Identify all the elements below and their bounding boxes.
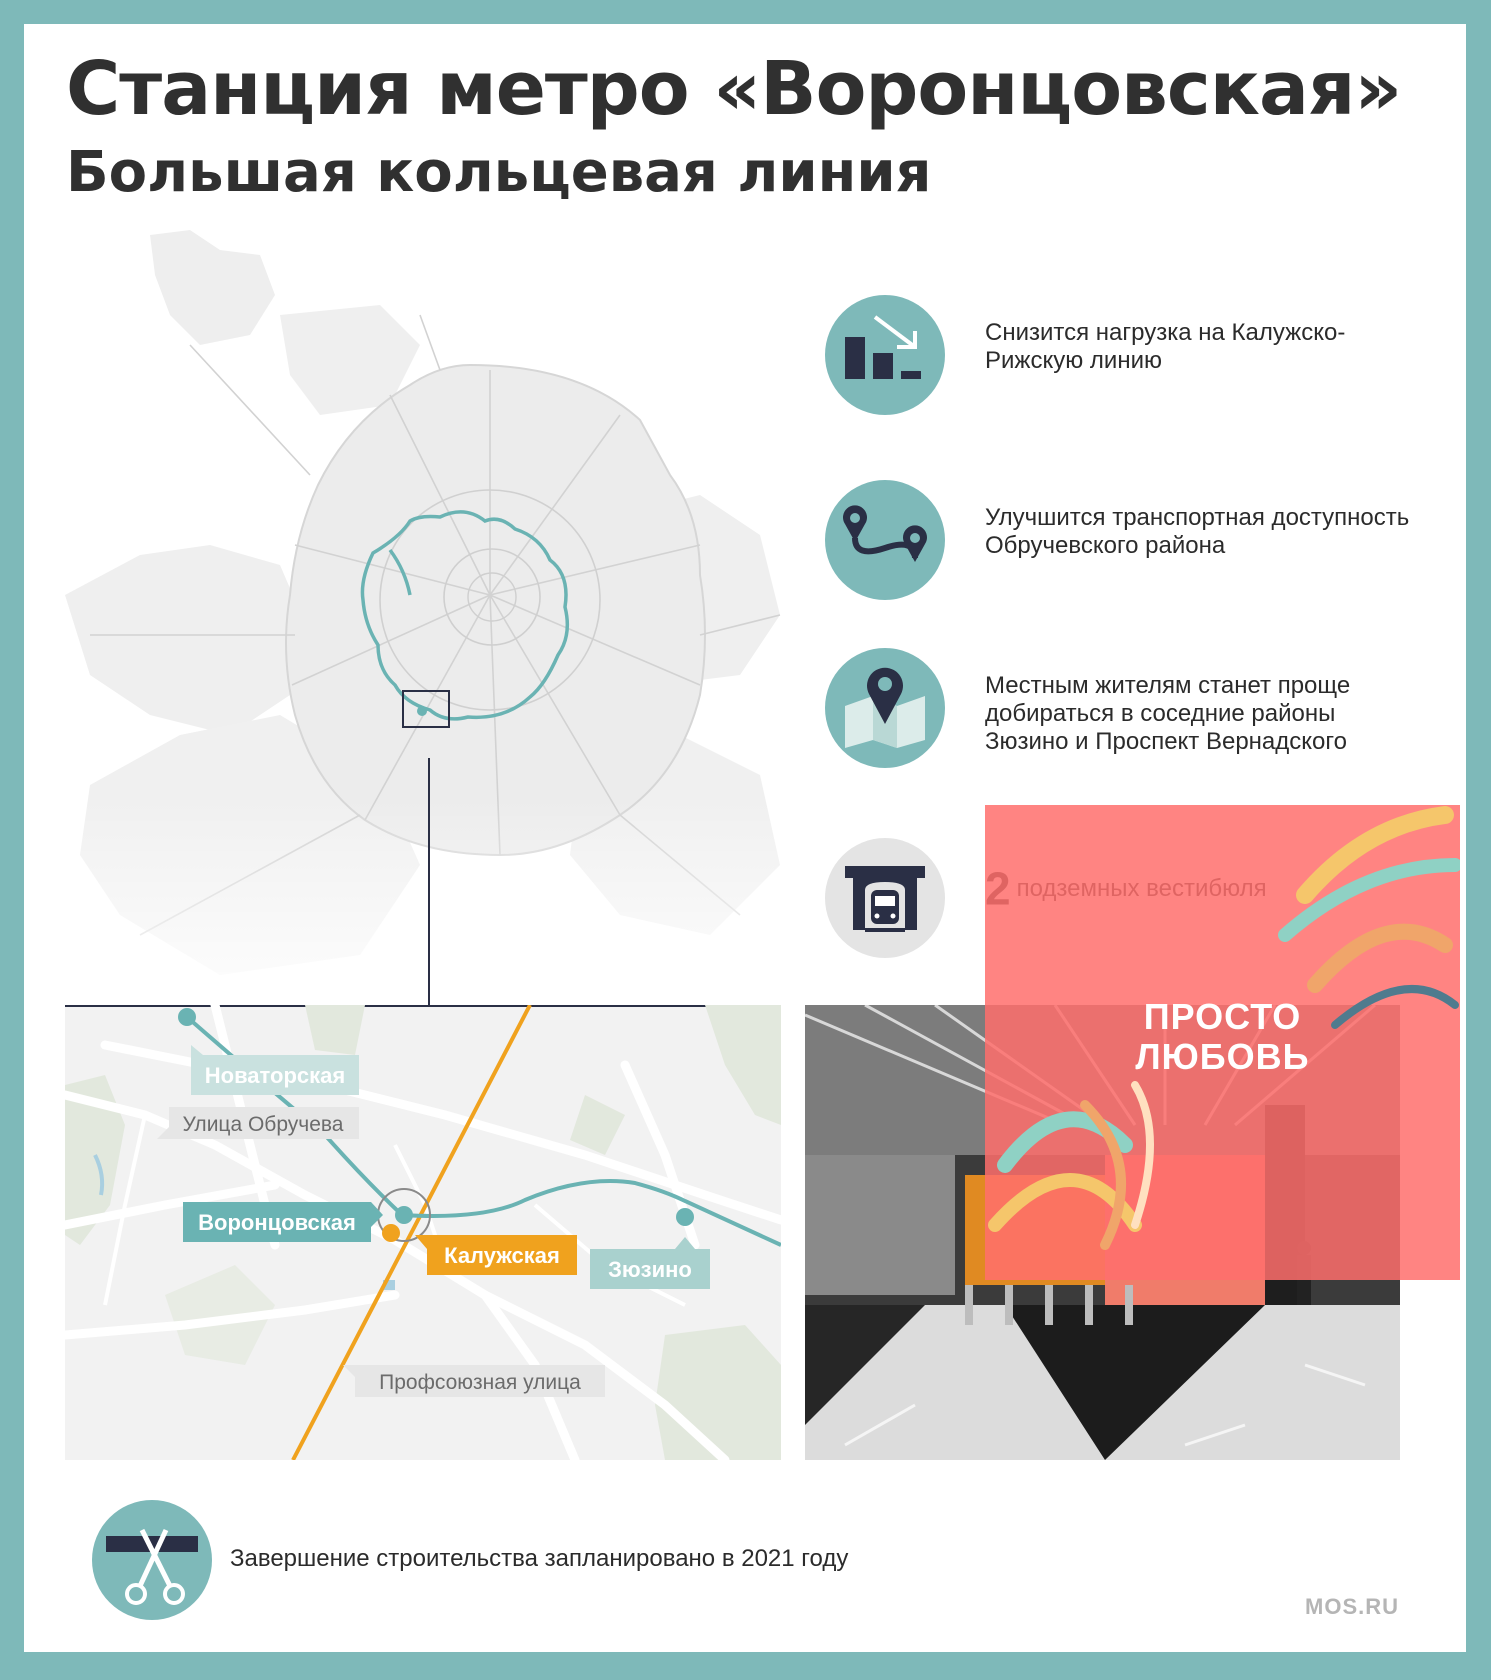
promo-line-2: ЛЮБОВЬ: [1135, 1036, 1310, 1077]
feature-text: Улучшится транспортная доступность Обручевского района: [985, 504, 1410, 559]
station-label-kaluzhskaya: Калужская: [444, 1243, 560, 1268]
promo-line-1: ПРОСТО: [1143, 996, 1302, 1037]
station-label-zyuzino: Зюзино: [608, 1257, 692, 1282]
feature-text: Местным жителям станет проще добираться в соседние районы Зюзино и Проспект Вернадского: [985, 672, 1351, 755]
ribbon-scissors-icon: [92, 1500, 212, 1620]
street-label-profsoyuznaya: Профсоюзная улица: [379, 1371, 581, 1394]
station-detail-map: [65, 1005, 781, 1460]
feature-row-load-reduction: [825, 295, 1425, 425]
map-pin-icon: [825, 648, 945, 768]
metro-train-icon: [825, 838, 945, 958]
page-subtitle: Большая кольцевая линия: [66, 140, 932, 205]
feature-text: Снизится нагрузка на Калужско-Рижскую линию: [985, 319, 1346, 374]
street-label-obrucheva: Улица Обручева: [182, 1113, 344, 1136]
decreasing-bars-icon: [825, 295, 945, 415]
station-label-vorontsovskaya: Воронцовская: [198, 1210, 356, 1235]
moscow-overview-map: [60, 215, 820, 1025]
feature-row-accessibility: [825, 480, 1425, 610]
route-pins-icon: [825, 480, 945, 600]
zoom-connector-line: [428, 758, 430, 1023]
station-label-novatorskaya: Новаторская: [204, 1063, 346, 1088]
page-title: Станция метро «Воронцовская»: [66, 46, 1402, 132]
feature-row-neighbourhoods: [825, 648, 1425, 778]
promo-slogan: [985, 997, 1460, 1077]
promo-overlay: [985, 805, 1460, 1280]
brand-logo-text: MOS.RU: [1305, 1594, 1399, 1619]
completion-note: Завершение строительства запланировано в 2021 году: [230, 1545, 849, 1572]
